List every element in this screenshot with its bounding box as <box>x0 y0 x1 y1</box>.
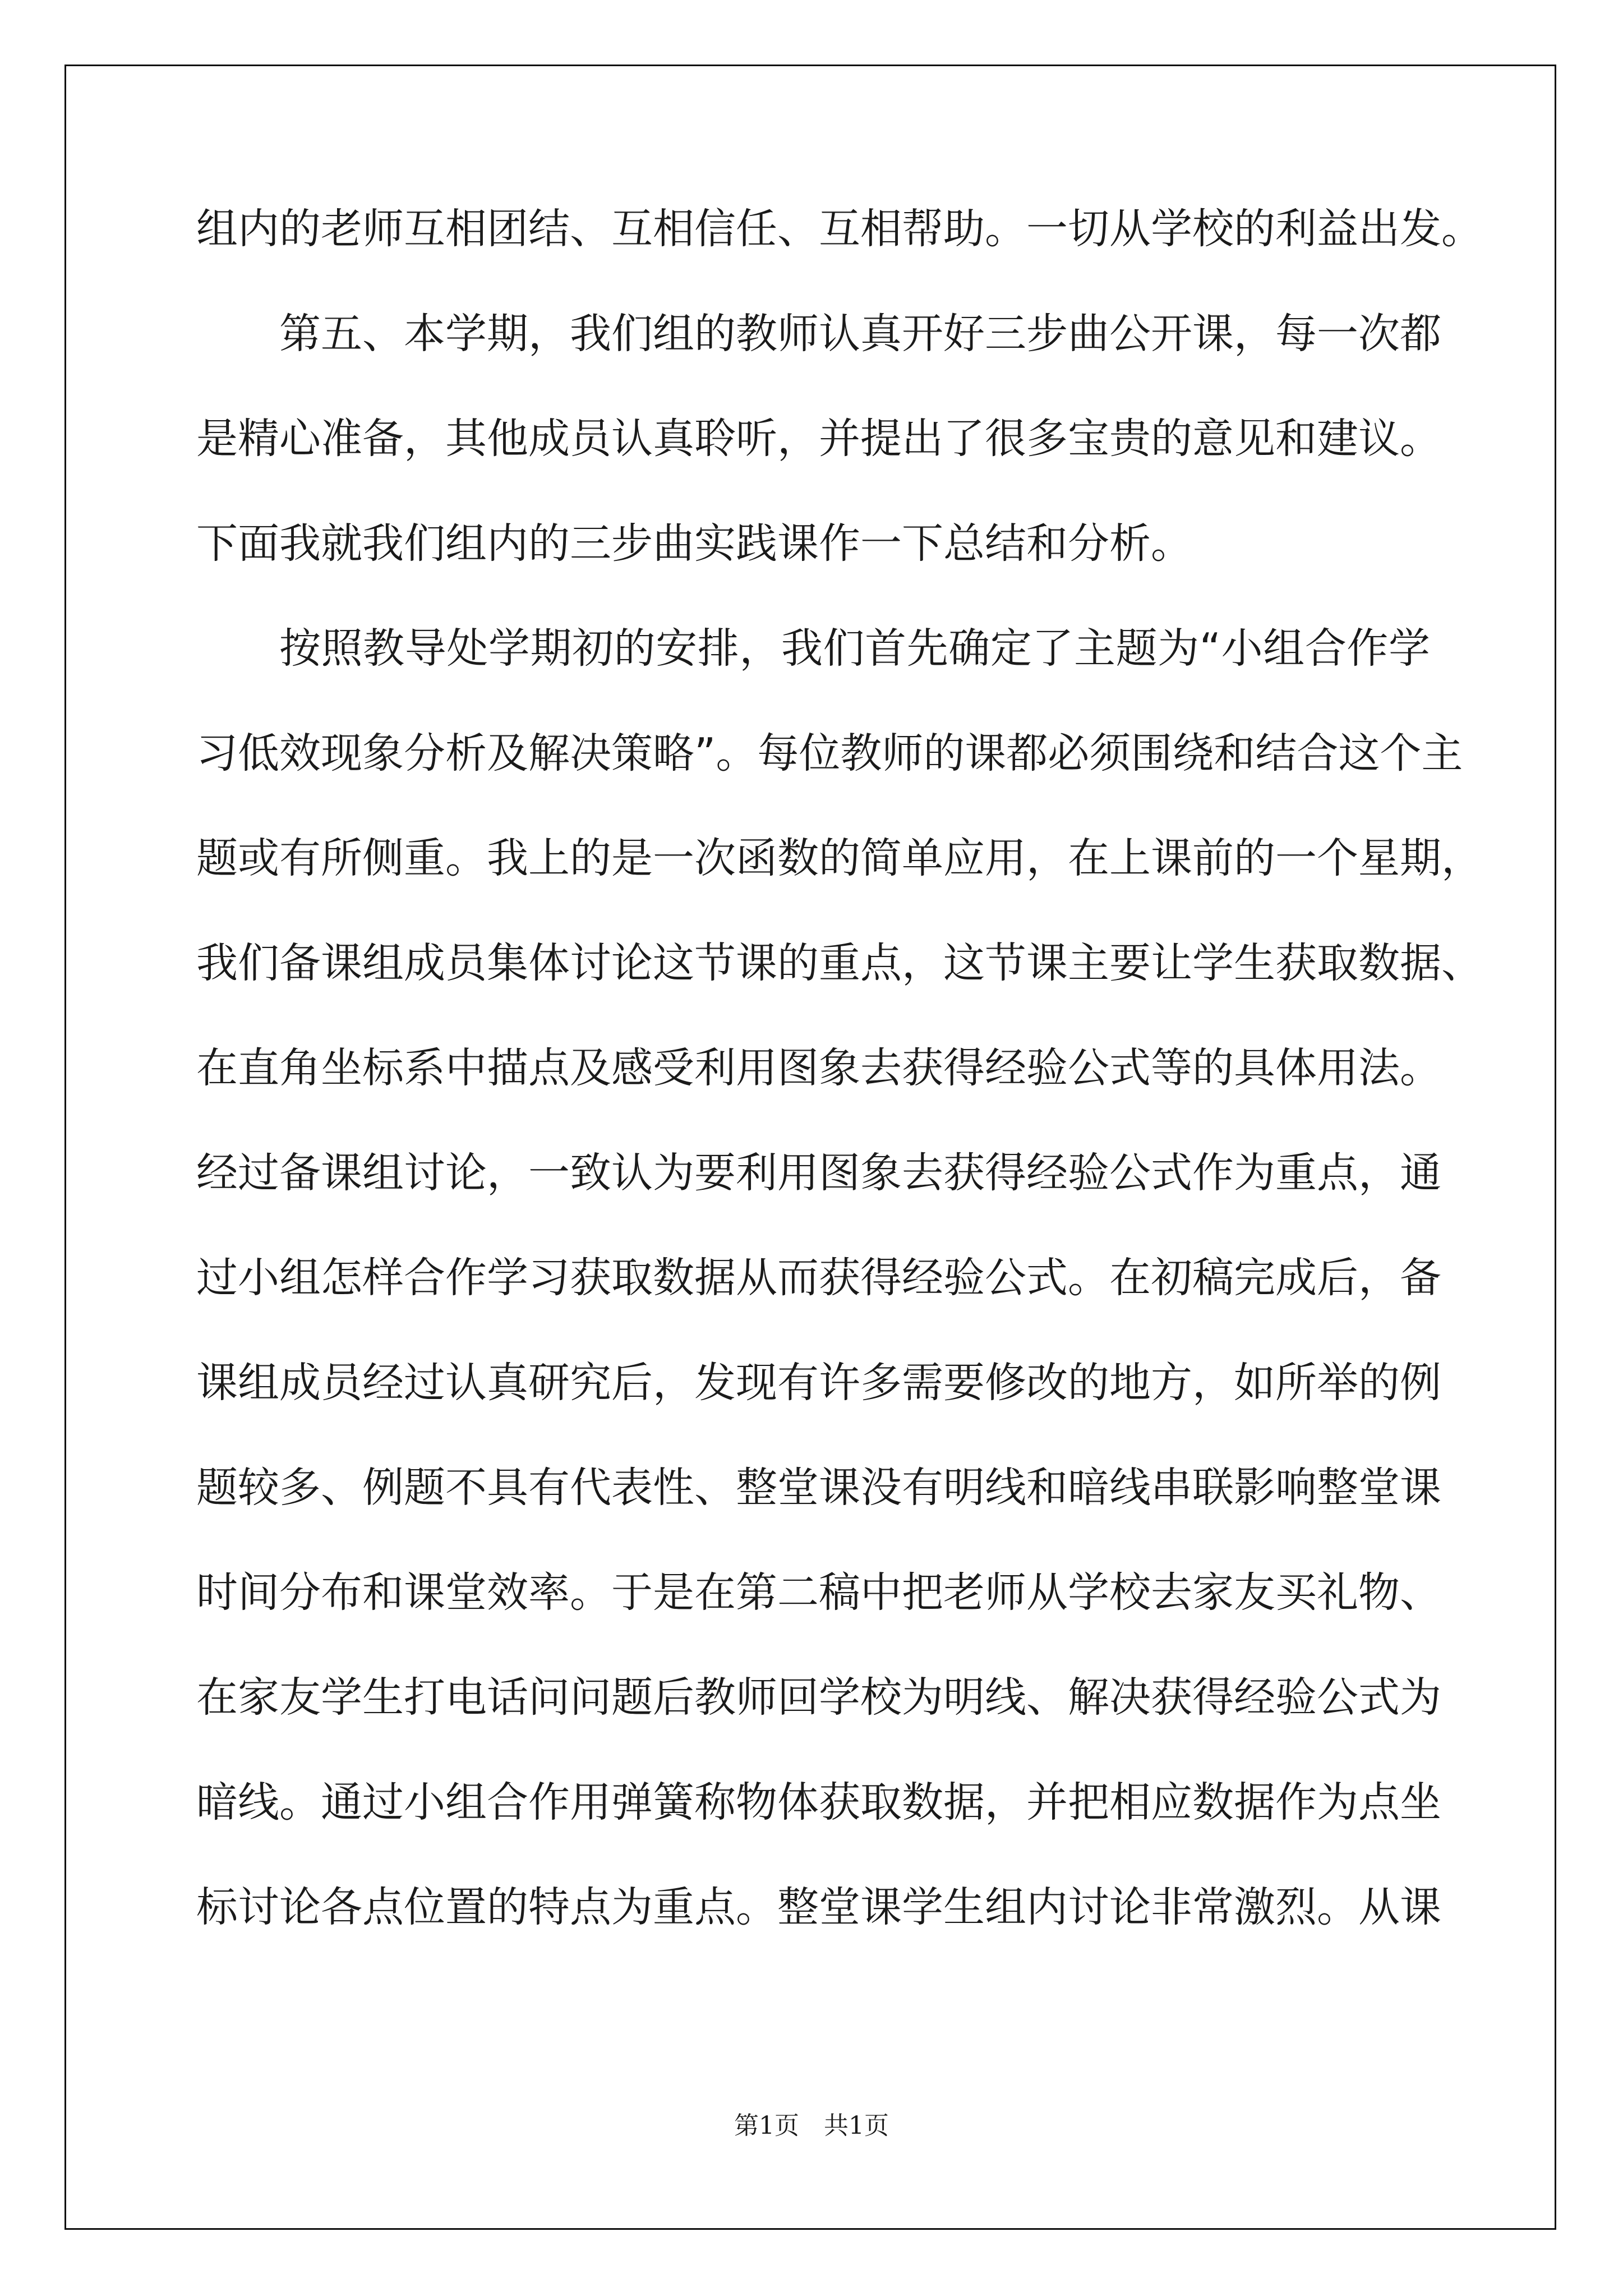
text-line: 题或有所侧重。我上的是一次函数的简单应用，在上课前的一个星期， <box>196 834 1483 882</box>
page-number-footer: 第1页 共1页 <box>734 2111 889 2140</box>
text-line: 我们备课组成员集体讨论这节课的重点，这节课主要让学生获取数据、 <box>196 939 1483 987</box>
text-line: 标讨论各点位置的特点为重点。整堂课学生组内讨论非常激烈。从课 <box>196 1883 1441 1931</box>
text-line: 课组成员经过认真研究后，发现有许多需要修改的地方，如所举的例 <box>196 1359 1441 1407</box>
text-line: 经过备课组讨论，一致认为要利用图象去获得经验公式作为重点，通 <box>196 1149 1441 1197</box>
text-line: 时间分布和课堂效率。于是在第二稿中把老师从学校去家友买礼物、 <box>196 1568 1441 1617</box>
text-line: 是精心准备，其他成员认真聆听，并提出了很多宝贵的意见和建议。 <box>196 415 1441 463</box>
text-line: 习低效现象分析及解决策略”。每位教师的课都必须围绕和结合这个主 <box>196 729 1463 777</box>
text-line: 在直角坐标系中描点及感受利用图象去获得经验公式等的具体用法。 <box>196 1044 1441 1092</box>
text-line: 组内的老师互相团结、互相信任、互相帮助。一切从学校的利益出发。 <box>196 205 1483 253</box>
text-line: 过小组怎样合作学习获取数据从而获得经验公式。在初稿完成后，备 <box>196 1254 1441 1302</box>
text-line: 在家友学生打电话问问题后教师回学校为明线、解决获得经验公式为 <box>196 1673 1441 1722</box>
text-line: 暗线。通过小组合作用弹簧称物体获取数据，并把相应数据作为点坐 <box>196 1778 1441 1826</box>
paragraph-start-line: 第五、本学期，我们组的教师认真开好三步曲公开课，每一次都 <box>279 310 1441 358</box>
paragraph-end-line: 下面我就我们组内的三步曲实践课作一下总结和分析。 <box>196 519 1192 568</box>
paragraph-start-line: 按照教导处学期初的安排，我们首先确定了主题为“小组合作学 <box>279 624 1430 673</box>
text-line: 题较多、例题不具有代表性、整堂课没有明线和暗线串联影响整堂课 <box>196 1464 1441 1512</box>
